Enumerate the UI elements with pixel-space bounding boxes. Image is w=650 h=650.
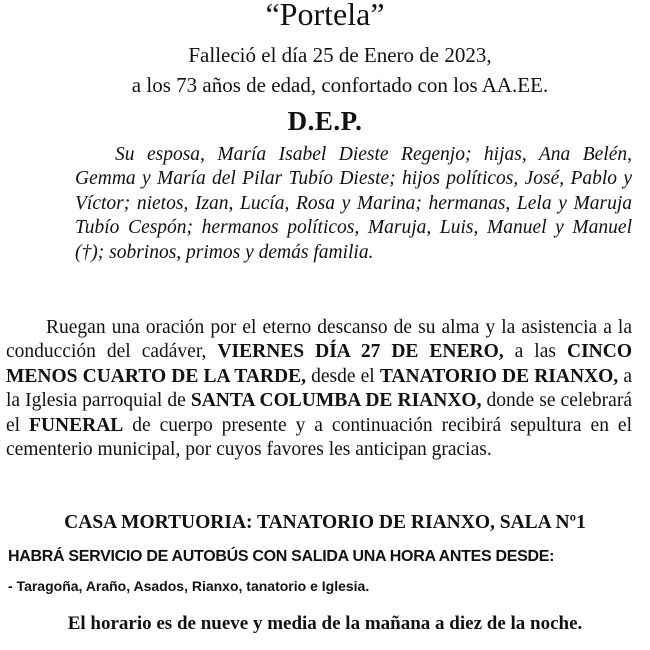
family-members-paragraph: Su esposa, María Isabel Dieste Regenjo; hijas, Ana Belén, Gemma y María del Pilar Tubío Dieste; hijos políticos, José, Pablo y Víctor; nietos, Izan, Lucía, Rosa y Marina; hermanas, Lela y Maruja Tubío Cespón; hermanos políticos, Maruja, Luis, Manuel y Manuel (†); sobrinos, primos y demás familia. (75, 144, 632, 263)
bus-stops-list: - Taragoña, Araño, Asados, Rianxo, tanatorio e Iglesia. (8, 578, 370, 594)
departure-place: TANATORIO DE RIANXO, (379, 365, 619, 387)
funeral-time: CINCO MENOS CUARTO DE LA TARDE, (6, 341, 632, 387)
announcement-text-1: Ruegan una oración por el eterno descanso de su alma y la asistencia a la conducción del cadáver, (6, 317, 632, 363)
announcement-text-6: de cuerpo presente y a continuación recibirá sepultura en el cementerio municipal, por cuyos favores les anticipan gracias. (6, 414, 632, 461)
visiting-schedule: El horario es de nueve y media de la mañana a diez de la noche. (67, 613, 583, 634)
church-name: SANTA COLUMBA DE RIANXO, (190, 390, 482, 412)
funeral-word: FUNERAL (29, 414, 124, 436)
deceased-nickname: “Portela” (265, 0, 385, 32)
announcement-text-4: a la Iglesia parroquial de (6, 365, 632, 412)
funeral-day: VIERNES DÍA 27 DE ENERO, (217, 341, 504, 363)
bus-service-heading: HABRÁ SERVICIO DE AUTOBÚS CON SALIDA UNA HORA ANTES DESDE: (8, 548, 555, 565)
announcement-text-5: donde se celebrará el (6, 390, 632, 436)
age-line: a los 73 años de edad, confortado con los AA.EE. (131, 73, 549, 97)
death-date-line: Falleció el día 25 de Enero de 2023, (188, 43, 492, 67)
funeral-announcement-paragraph (6, 316, 632, 462)
dep-heading: D.E.P. (287, 106, 363, 136)
mortuary-location: CASA MORTUORIA: TANATORIO DE RIANXO, SALA Nº1 (64, 512, 586, 533)
announcement-text-2: a las (503, 341, 567, 363)
announcement-text-3: desde el (305, 365, 380, 387)
